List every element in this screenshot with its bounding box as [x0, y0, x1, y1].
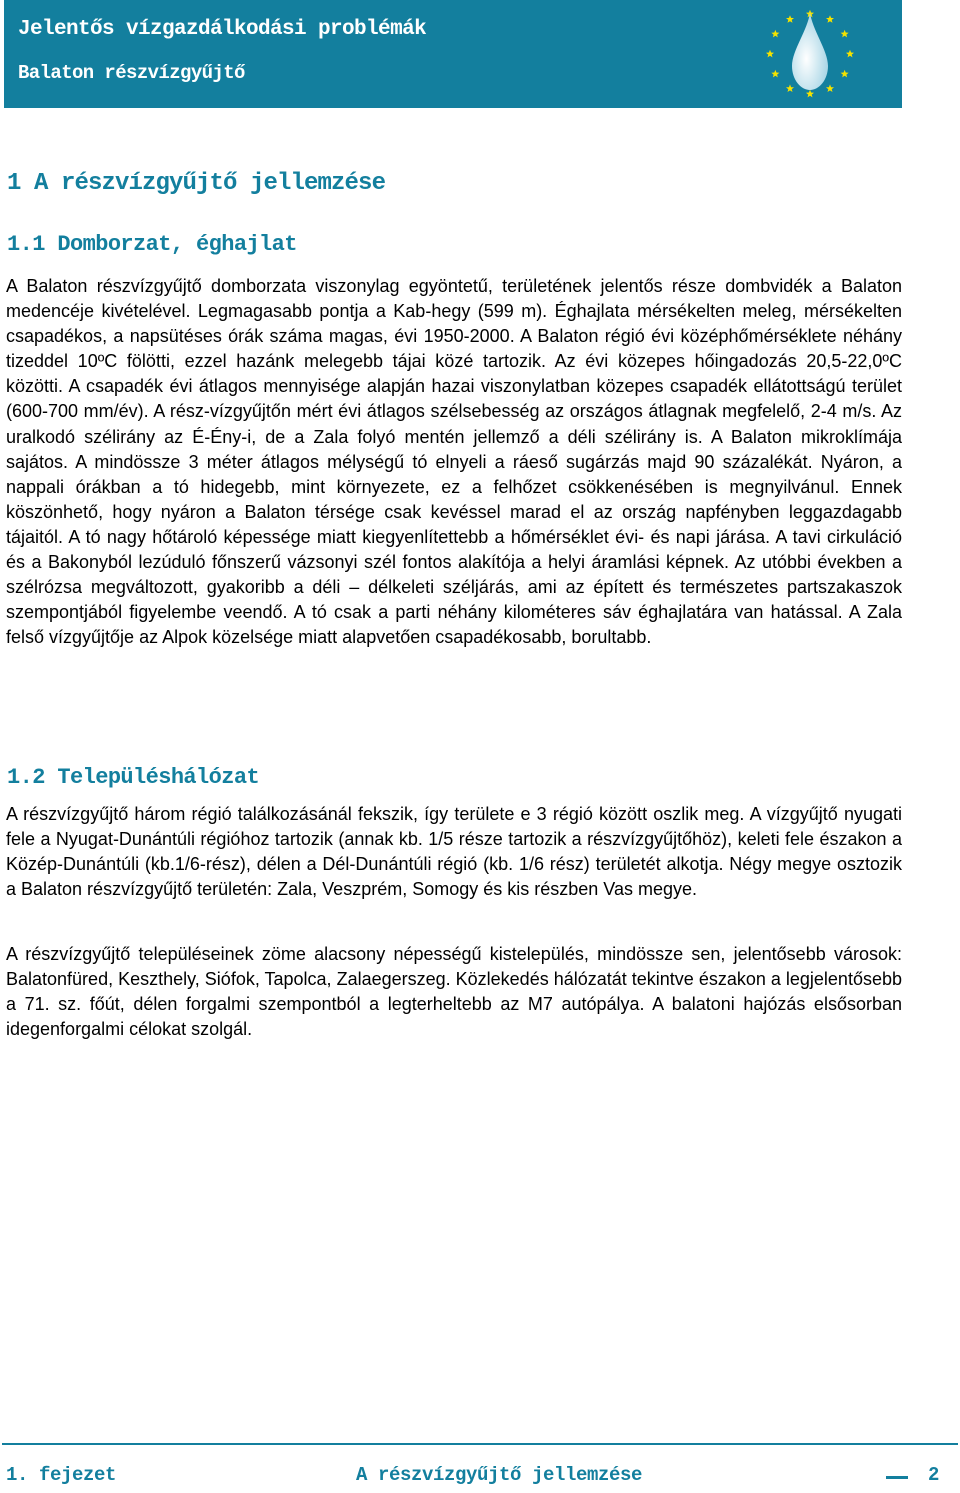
logo-star: [846, 50, 854, 58]
paragraph-domborzat: A Balaton részvízgyűjtő domborzata viszonylag egyöntetű, területének jelentős része dombvidék a Balaton medencéje kivételével. Legmagasabb pontja a Kab-hegy (599 m). Éghajlata mérsékelten meleg, mérsékelten csapadékos, a napsütéses órák száma magas, évi 1950-2000. A Balaton régió évi középhőmérséklete néhány tizeddel 10ºC fölötti, ezzel hazánk melegebb tájai közé tartozik. Az évi közepes hőingadozás 20,5-22,0ºC közötti. A csapadék évi átlagos mennyisége alapján hazai viszonylatban közepes csapadék ellátottságú terület (600-700 mm/év). A rész-vízgyűjtőn mért évi átlagos szélsebesség az országos átlagnak megfelelő, 2-4 m/s. Az uralkodó szélirány az É-Ény-i, de a Zala folyó mentén jellemző a déli szélirány is. A Balaton mikroklímája sajátos. A mindössze 3 méter átlagos mélységű tó elnyeli a ráeső sugárzás majd 90 százalékát. Nyáron, a nappali órákban a tó hidegebb, mint környezete, ez a felhőzet csökkenésében is megnyilvánul. Ennek köszönhető, hogy nyáron a Balaton térsége csak kevéssel marad el az ország napfényben leggazdagabb tájaitól. A tó nagy hőtároló képessége miatt kiegyenlítettebb a hőmérséklet évi- és napi járása. A tavi cirkuláció és a Bakonyból lezúduló főnszerű vázsonyi szél fontos alakítója a helyi áramlási képnek. Az utóbbi években a szélrózsa megváltozott, gyakoribb a déli – délkeleti széljárás, ami az épített és természetes partszakaszok szempontjából figyelembe veendő. A tó csak a parti néhány kilométeres sáv éghajlatára van hatással. A Zala felső vízgyűjtője az Alpok közelsége miatt alapvetően csapadékosabb, borultabb.: [6, 276, 902, 648]
footer-dash: [886, 1476, 908, 1479]
header-banner: [4, 0, 902, 108]
document-subtitle: Balaton részvízgyűjtő: [18, 62, 245, 84]
subsection-heading-domborzat: 1.1 Domborzat, éghajlat: [7, 232, 297, 257]
logo-star: [771, 30, 779, 38]
eu-stars-water-drop-logo-icon: [758, 6, 858, 102]
logo-star: [841, 30, 849, 38]
paragraph-settlements: A részvízgyűjtő településeinek zöme alacsony népességű kistelepülés, mindössze sen, jelentősebb városok: Balatonfüred, Keszthely, Siófok, Tapolca, Zalaegerszeg. Közlekedés hálózatát tekintve északon a legjelentősebb a 71. sz. főút, délen forgalmi szempontból a legterheltebb az M7 autópálya. A balatoni hajózás elsősorban idegenforgalmi célokat szolgál.: [6, 944, 902, 1040]
footer-title: A részvízgyűjtő jellemzése: [356, 1464, 643, 1486]
logo-star: [786, 15, 794, 23]
footer-chapter: 1. fejezet: [6, 1464, 117, 1486]
footer-divider: [2, 1443, 958, 1445]
paragraph-regions: A részvízgyűjtő három régió találkozásánál fekszik, így területe e 3 régió között oszlik meg. A vízgyűjtő nyugati fele a Nyugat-Dunántúli régióhoz tartozik (annak kb. 1/5 része tartozik a részvízgyűjtőhöz), keleti fele északon a Közép-Dunántúli (kb.1/6-rész), délen a Dél-Dunántúli régió (kb. 1/6 rész) területét alkotja. Négy megye osztozik a Balaton részvízgyűjtő területén: Zala, Veszprém, Somogy és kis részben Vas megye.: [6, 804, 902, 900]
logo-star: [826, 84, 834, 92]
logo-star: [826, 15, 834, 23]
document-title: Jelentős vízgazdálkodási problémák: [18, 18, 427, 41]
logo-star: [786, 84, 794, 92]
logo-star: [806, 90, 814, 98]
logo-star: [841, 70, 849, 78]
logo-star: [766, 50, 774, 58]
page-number: 2: [928, 1464, 940, 1486]
section-heading: 1 A részvízgyűjtő jellemzése: [7, 170, 386, 197]
page-footer: [6, 1464, 950, 1492]
subsection-heading-telepuleshalozat: 1.2 Településhálózat: [7, 765, 260, 790]
logo-star: [771, 70, 779, 78]
